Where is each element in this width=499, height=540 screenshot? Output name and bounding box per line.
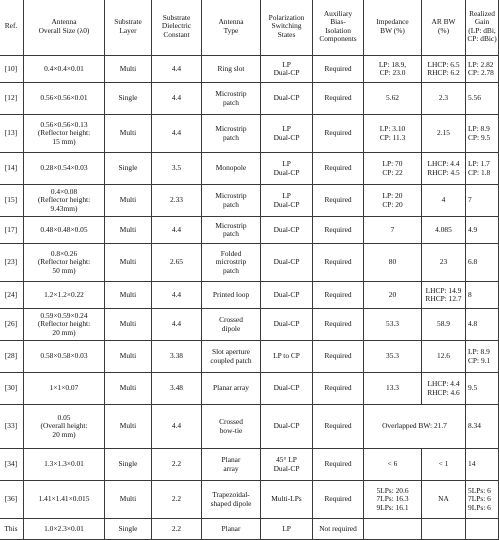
cell-type: Microstrip patch [202, 83, 261, 115]
cell-dielectric: 2.2 [152, 481, 202, 519]
header-size: Antenna Overall Size (λ0) [24, 0, 105, 56]
cell-ref: [36] [0, 481, 24, 519]
cell-layer: Single [105, 83, 152, 115]
cell-aux: Required [313, 341, 364, 373]
cell-impedance: 80 [364, 244, 422, 282]
table-row [0, 373, 499, 405]
cell-ar: < 1 [422, 449, 466, 481]
cell-aux: Required [313, 115, 364, 153]
cell-type: Crossed dipole [202, 309, 261, 341]
cell-size: 0.58×0.58×0.03 [24, 341, 105, 373]
cell-size: 0.4×0.4×0.01 [24, 56, 105, 83]
header-dielectric: Substrate Dielectric Constant [152, 0, 202, 56]
table-row [0, 115, 499, 153]
cell-impedance: LP: 3.10 CP: 11.3 [364, 115, 422, 153]
cell-aux: Not required [313, 519, 364, 540]
cell-type: Monopole [202, 153, 261, 185]
cell-gain: 8.34 [466, 405, 499, 449]
cell-layer: Multi [105, 405, 152, 449]
cell-gain: LP: 8.9 CP: 9.1 [466, 341, 499, 373]
cell-size: 1.3×1.3×0.01 [24, 449, 105, 481]
cell-size: 0.4×0.08 (Reflector height: 9.43mm) [24, 185, 105, 217]
cell-ref: [13] [0, 115, 24, 153]
cell-states: LP Dual-CP [261, 153, 313, 185]
table-row [0, 519, 499, 540]
cell-aux: Required [313, 56, 364, 83]
table-row [0, 185, 499, 217]
cell-states: Multi-LPs [261, 481, 313, 519]
cell-gain: 9.5 [466, 373, 499, 405]
cell-ref: [33] [0, 405, 24, 449]
table-row [0, 244, 499, 282]
cell-ar: 23 [422, 244, 466, 282]
cell-aux: Required [313, 83, 364, 115]
cell-gain: 5LPs: 6 7LPs: 6 9LPs: 6 [466, 481, 499, 519]
cell-ar: LHCP: 4.4 RHCP: 4.5 [422, 153, 466, 185]
cell-dielectric: 3.48 [152, 373, 202, 405]
cell-ref: [14] [0, 153, 24, 185]
cell-impedance: < 6 [364, 449, 422, 481]
cell-type: Microstrip patch [202, 115, 261, 153]
cell-aux: Required [313, 185, 364, 217]
table-row [0, 56, 499, 83]
cell-aux: Required [313, 309, 364, 341]
cell-gain: 4.8 [466, 309, 499, 341]
cell-aux: Required [313, 481, 364, 519]
cell-dielectric: 4.4 [152, 405, 202, 449]
cell-layer: Multi [105, 282, 152, 309]
cell-states: Dual-CP [261, 217, 313, 244]
cell-dielectric: 3.5 [152, 153, 202, 185]
header-row [0, 0, 499, 56]
cell-dielectric: 2.2 [152, 449, 202, 481]
cell-ref: [15] [0, 185, 24, 217]
cell-states: Dual-CP [261, 405, 313, 449]
cell-dielectric: 4.4 [152, 115, 202, 153]
cell-layer: Single [105, 153, 152, 185]
cell-gain [466, 519, 499, 540]
cell-size: 0.48×0.48×0.05 [24, 217, 105, 244]
cell-ref: [30] [0, 373, 24, 405]
cell-ref: [34] [0, 449, 24, 481]
cell-impedance: 5.62 [364, 83, 422, 115]
cell-dielectric: 4.4 [152, 83, 202, 115]
cell-layer: Multi [105, 56, 152, 83]
cell-ref: [28] [0, 341, 24, 373]
table-row [0, 405, 499, 449]
cell-states: Dual-CP [261, 282, 313, 309]
cell-type: Planar array [202, 449, 261, 481]
cell-ref: This [0, 519, 24, 540]
cell-type: Planar array [202, 373, 261, 405]
cell-ar: 58.9 [422, 309, 466, 341]
cell-dielectric: 4.4 [152, 56, 202, 83]
cell-gain: 6.8 [466, 244, 499, 282]
cell-states: 45° LP Dual-CP [261, 449, 313, 481]
cell-ref: [24] [0, 282, 24, 309]
cell-impedance: 35.3 [364, 341, 422, 373]
cell-aux: Required [313, 153, 364, 185]
header-impedance: Impedance BW (%) [364, 0, 422, 56]
header-layer: Substrate Layer [105, 0, 152, 56]
cell-dielectric: 4.4 [152, 282, 202, 309]
cell-impedance: 5LPs: 20.6 7LPs: 16.3 9LPs: 16.1 [364, 481, 422, 519]
cell-type: Microstrip patch [202, 185, 261, 217]
cell-aux: Required [313, 373, 364, 405]
cell-type: Crossed bow-tie [202, 405, 261, 449]
cell-size: 1×1×0.07 [24, 373, 105, 405]
cell-gain: LP: 1.7 CP: 1.8 [466, 153, 499, 185]
table-row [0, 309, 499, 341]
cell-ar [422, 519, 466, 540]
cell-states: Dual-CP [261, 373, 313, 405]
cell-impedance: 53.3 [364, 309, 422, 341]
cell-aux: Required [313, 244, 364, 282]
cell-states: LP [261, 519, 313, 540]
cell-aux: Required [313, 217, 364, 244]
cell-type: Ring slot [202, 56, 261, 83]
cell-layer: Multi [105, 115, 152, 153]
cell-layer: Multi [105, 481, 152, 519]
cell-layer: Multi [105, 217, 152, 244]
cell-size: 0.59×0.59×0.24 (Reflector height: 20 mm) [24, 309, 105, 341]
table-row [0, 83, 499, 115]
cell-aux: Required [313, 405, 364, 449]
cell-aux: Required [313, 282, 364, 309]
cell-size: 0.05 (Overall height: 20 mm) [24, 405, 105, 449]
cell-states: Dual-CP [261, 244, 313, 282]
cell-type: Slot aperture coupled patch [202, 341, 261, 373]
cell-ref: [12] [0, 83, 24, 115]
cell-gain: 7 [466, 185, 499, 217]
cell-ar: 2.3 [422, 83, 466, 115]
header-gain: Realized Gain (LP: dBi, CP: dBic) [466, 0, 499, 56]
table-row [0, 282, 499, 309]
cell-ref: [10] [0, 56, 24, 83]
cell-size: 0.28×0.54×0.03 [24, 153, 105, 185]
cell-impedance: 7 [364, 217, 422, 244]
cell-layer: Single [105, 519, 152, 540]
cell-size: 1.0×2.3×0.01 [24, 519, 105, 540]
header-states: Polarization Switching States [261, 0, 313, 56]
cell-layer: Multi [105, 309, 152, 341]
cell-states: LP Dual-CP [261, 185, 313, 217]
table-row [0, 217, 499, 244]
cell-dielectric: 2.65 [152, 244, 202, 282]
cell-gain: 4.9 [466, 217, 499, 244]
cell-states: Dual-CP [261, 83, 313, 115]
cell-size: 0.56×0.56×0.01 [24, 83, 105, 115]
cell-gain: 8 [466, 282, 499, 309]
cell-size: 0.56×0.56×0.13 (Reflector height: 15 mm) [24, 115, 105, 153]
cell-type: Planar [202, 519, 261, 540]
header-ar: AR BW (%) [422, 0, 466, 56]
cell-layer: Multi [105, 185, 152, 217]
cell-ar: LHCP: 4.4 RHCP: 4.6 [422, 373, 466, 405]
cell-type: Printed loop [202, 282, 261, 309]
cell-size: 1.2×1.2×0.22 [24, 282, 105, 309]
cell-states: Dual-CP [261, 309, 313, 341]
cell-gain: LP: 8.9 CP: 9.5 [466, 115, 499, 153]
cell-states: LP Dual-CP [261, 115, 313, 153]
cell-impedance: LP: 70 CP: 22 [364, 153, 422, 185]
cell-impedance: 13.3 [364, 373, 422, 405]
cell-type: Trapezoidal- shaped dipole [202, 481, 261, 519]
cell-gain: 14 [466, 449, 499, 481]
cell-impedance: 20 [364, 282, 422, 309]
cell-type: Microstrip patch [202, 217, 261, 244]
cell-size: 0.8×0.26 (Reflector height: 50 mm) [24, 244, 105, 282]
cell-ar: 12.6 [422, 341, 466, 373]
cell-overlapped-bw: Overlapped BW: 21.7 [364, 405, 466, 449]
cell-dielectric: 2.33 [152, 185, 202, 217]
cell-layer: Multi [105, 373, 152, 405]
cell-gain: LP: 2.82 CP: 2.78 [466, 56, 499, 83]
cell-aux: Required [313, 449, 364, 481]
cell-ref: [17] [0, 217, 24, 244]
header-aux: Auxiliary Bias- Isolation Components [313, 0, 364, 56]
cell-size: 1.41×1.41×0.015 [24, 481, 105, 519]
cell-layer: Multi [105, 341, 152, 373]
cell-states: LP to CP [261, 341, 313, 373]
cell-dielectric: 4.4 [152, 309, 202, 341]
cell-dielectric: 4.4 [152, 217, 202, 244]
cell-layer: Single [105, 449, 152, 481]
cell-impedance: LP: 18.9, CP: 23.0 [364, 56, 422, 83]
table-row [0, 341, 499, 373]
cell-ar: 4.085 [422, 217, 466, 244]
cell-states: LP Dual-CP [261, 56, 313, 83]
table-row [0, 449, 499, 481]
cell-ref: [23] [0, 244, 24, 282]
cell-ar: LHCP: 14.9 RHCP: 12.7 [422, 282, 466, 309]
cell-ref: [26] [0, 309, 24, 341]
cell-dielectric: 3.38 [152, 341, 202, 373]
cell-impedance: LP: 20 CP: 20 [364, 185, 422, 217]
cell-ar: LHCP: 6.5 RHCP: 6.2 [422, 56, 466, 83]
cell-layer: Multi [105, 244, 152, 282]
cell-impedance [364, 519, 422, 540]
table-row [0, 153, 499, 185]
table-row [0, 481, 499, 519]
cell-gain: 5.56 [466, 83, 499, 115]
cell-ar: 2.15 [422, 115, 466, 153]
cell-type: Folded microstrip patch [202, 244, 261, 282]
cell-dielectric: 2.2 [152, 519, 202, 540]
header-ref: Ref. [0, 0, 24, 56]
header-type: Antenna Type [202, 0, 261, 56]
cell-ar: 4 [422, 185, 466, 217]
cell-ar: NA [422, 481, 466, 519]
